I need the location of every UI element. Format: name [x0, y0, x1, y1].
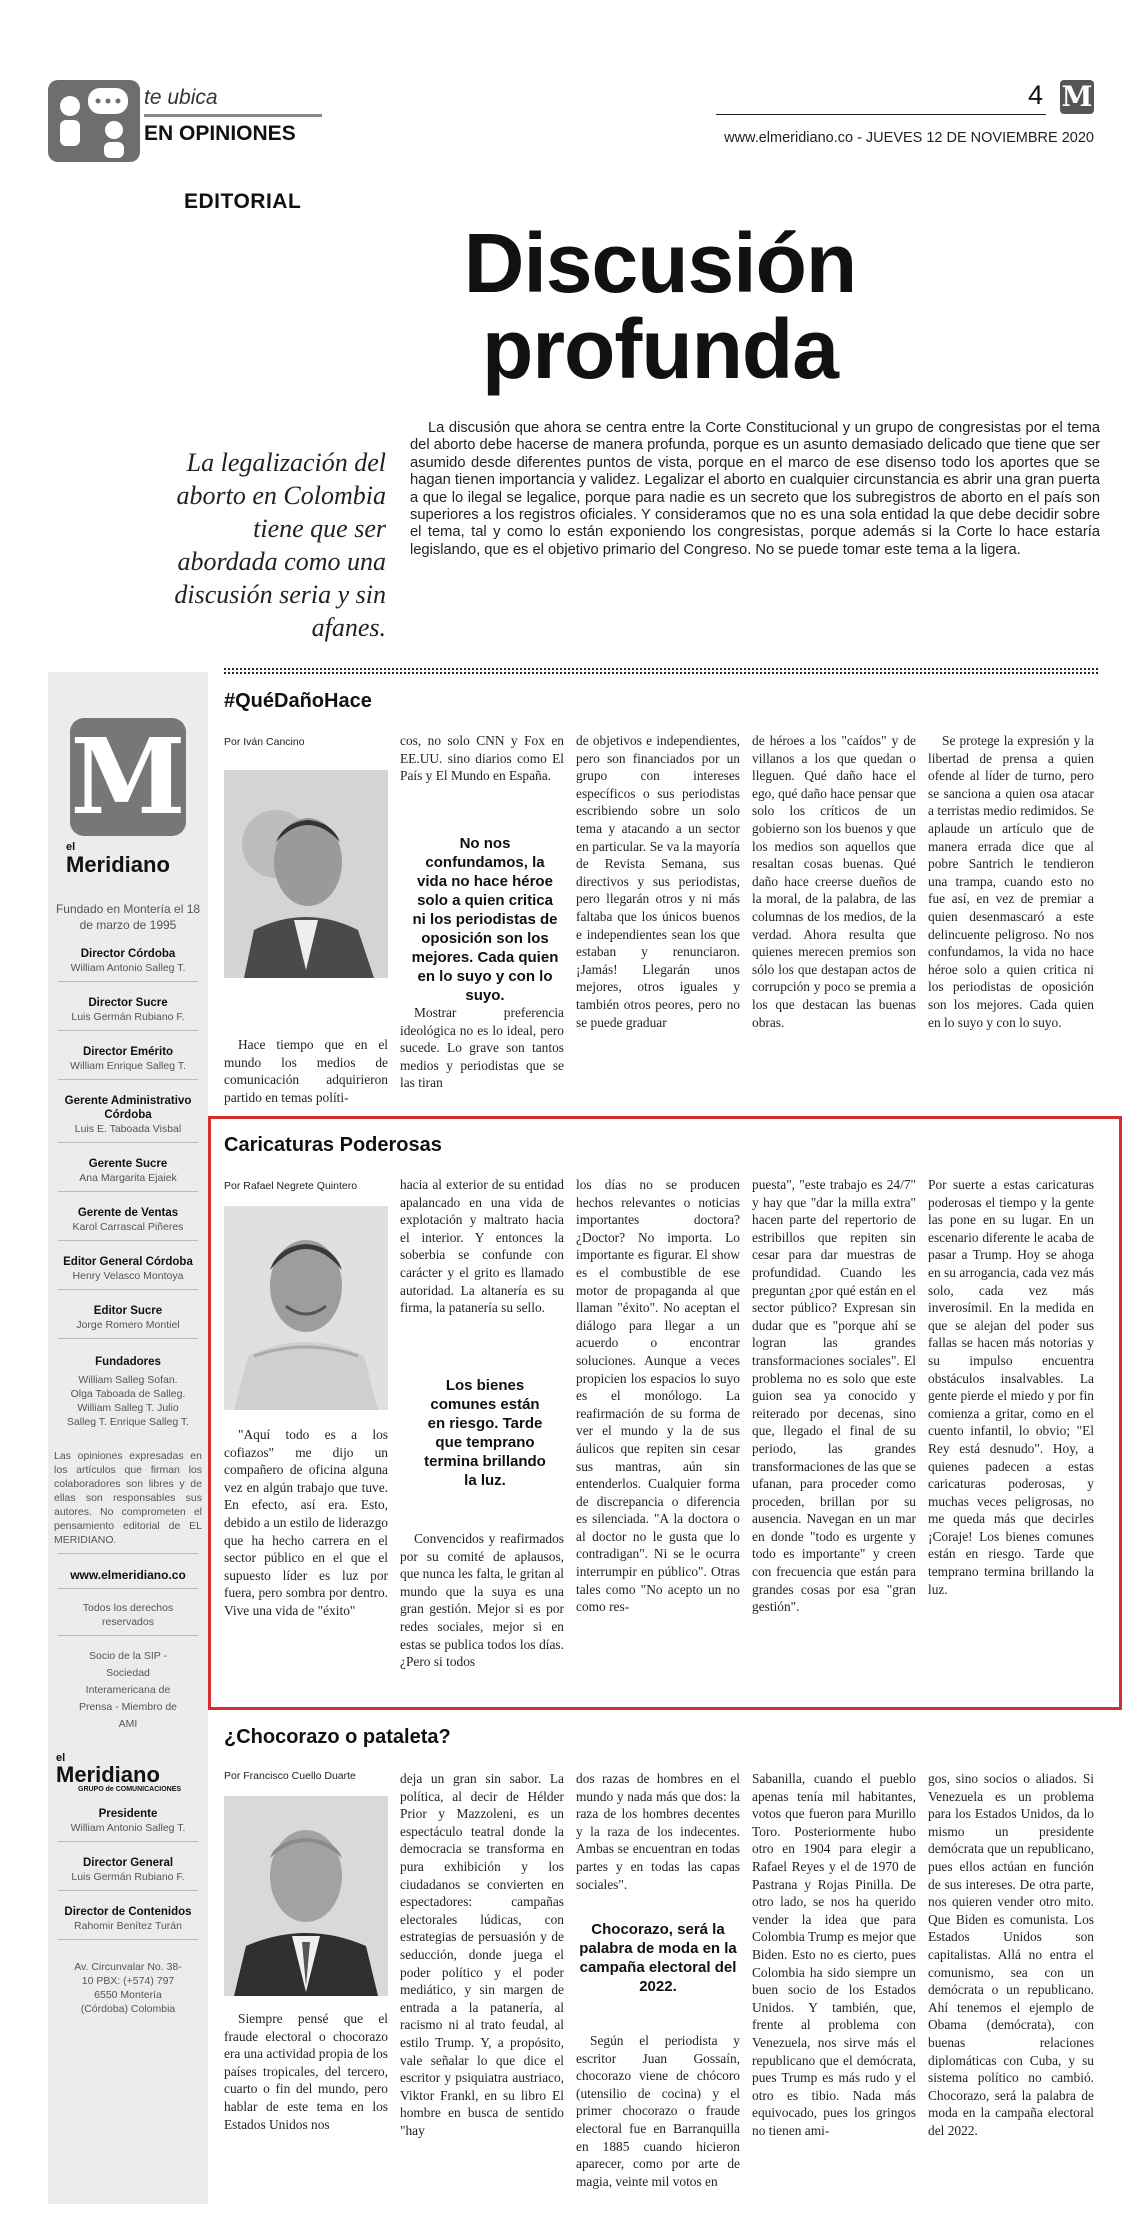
- staff-name: William Antonio Salleg T.: [70, 962, 186, 974]
- article3-col5: [928, 1770, 1094, 2206]
- brand-logo-letter: M: [1061, 80, 1093, 113]
- staff-list: [48, 947, 208, 1339]
- page-number: 4: [1028, 80, 1044, 110]
- article2-col5: [928, 1176, 1094, 1698]
- staff-name: Rahomir Benítez Turán: [74, 1920, 182, 1932]
- staff-title: Presidente: [98, 1808, 158, 1820]
- article1-byline: Por Iván Cancino: [224, 736, 305, 748]
- article3-byline: Por Francisco Cuello Duarte: [224, 1770, 356, 1782]
- masthead-logo-letter: M: [70, 715, 186, 838]
- article2-col3: [576, 1176, 740, 1698]
- article3-col3a-text: dos razas de hombres en el mundo y nada más que dos: la raza de los hombres decentes y la raza de los indecentes. Ambas se encuentran en todas partes y en todas las capas sociales".: [576, 1771, 740, 1892]
- address: Av. Circunvalar No. 38-10 PBX: (+574) 797 6550 Montería (Córdoba) Colombia: [74, 1961, 182, 2015]
- article1-col4: [752, 732, 916, 1130]
- sip-text: Socio de la SIP - Sociedad Interamericana de Prensa - Miembro de AMI: [78, 1650, 178, 1730]
- site-and-date: www.elmeridiano.co - JUEVES 12 DE NOVIEMBRE 2020: [724, 130, 1094, 146]
- article1-col2a: [400, 732, 564, 808]
- staff-title: Director General: [82, 1857, 174, 1869]
- article1-title: #QuéDañoHace: [224, 690, 372, 712]
- article1-col4-text: de héroes a los "caídos" y de villanos a los que quedan o lleguen. Qué daño hace el ego, qué daño hace pensar que solo los críticos de un gobierno son los buenos y que los medios son aquellos que resaltan cosas buenas. Qué daño hace creerse dueños de la moral, de la palabra, de las columnas de los medios, de la verdad. Ahora resulta que quienes merecen premios son sólo los que destapan actos de corrupción y poco se premia a los que destacan las buenas obras.: [752, 733, 916, 1030]
- staff-title: Gerente Sucre: [88, 1158, 168, 1170]
- masthead-logo: [70, 715, 186, 838]
- author-photo-rafael-negrete: [224, 1206, 388, 1410]
- article1-pull-quote: No nos confundamos, la vida no hace héroe solo a quien critica ni los periodistas de oposición son los mejores. Cada quien en lo suyo y con lo suyo.: [411, 835, 559, 1004]
- website[interactable]: www.elmeridiano.co: [70, 1568, 186, 1582]
- top-right-rule: [716, 114, 1046, 115]
- article3-title: ¿Chocorazo o pataleta?: [224, 1726, 451, 1748]
- section-icon: [48, 80, 140, 162]
- staff-name: William Antonio Salleg T.: [70, 1822, 186, 1834]
- staff-title: Editor Sucre: [93, 1305, 163, 1317]
- editorial-label: EDITORIAL: [184, 190, 302, 213]
- staff-name: Luis Germán Rubiano F.: [71, 1871, 185, 1883]
- section-label: EN OPINIONES: [144, 122, 296, 145]
- article2-col5-text: Por suerte a estas caricaturas poderosas el tiempo y la gente las pone en su lugar. En un escenario diferente le acaba de pasar a Trump. Hoy se ahoga en su arrogancia, cada vez más solo, cada vez más inverosímil. En la medida en que se alejan del poder sus fallas se hacen más notorias y su impulso encuentra obstáculos insalvables. La gente pierde el miedo y por fin comienza a gritar, como en el cuento infantil, lo obvio; "El Rey está desnudo". Hoy, a quienes padecen a estas caricaturas poderosas, y muchas veces peligrosas, no me queda más que decirles ¡Coraje! Los bienes comunes están en riesgo. Tarde que temprano termina brillando la luz.: [928, 1177, 1094, 1597]
- staff-name: William Enrique Salleg T.: [70, 1060, 186, 1072]
- brand2-sub: GRUPO de COMUNICACIONES: [78, 1786, 182, 1793]
- staff-title: Director Emérito: [82, 1046, 174, 1058]
- author-photo-ivan-cancino: [224, 770, 388, 978]
- article3-col2-text: deja un gran sin sabor. La política, al decir de Hélder Prior y Mazzoleni, es un espectáculo teatral donde la democracia se transforma en pura exhibición y los ciudadanos se convierten en espectadores: campañas electorales lúdicas, con estrategias de persuasión y de seducción, donde juega el poder político y el poder mediático, y sin margen de entrada a la patanería, al racismo ni al trato feudal, al estilo Trump. Y, a propósito, vale señalar lo que dice el escritor y psiquiatra austriaco, Viktor Frankl, en su libro El hombre en busca de sentido "hay: [400, 1771, 564, 2138]
- staff-name: Luis E. Taboada Visbal: [74, 1123, 182, 1135]
- headline-line-2: profunda: [482, 302, 838, 396]
- brand-name: Meridiano: [66, 852, 170, 877]
- article2-col4-text: puesta", "este trabajo es 24/7" y hay que "dar la milla extra" hacen parte del repertorio de estribillos que repiten sin cesar para dar muestras de profundidad. Cuando les preguntan ¿por qué están en el sector público? Expresan sin dudar que es "porque ahí se logran las grandes transformaciones sociales". El problema no es solo que este guion sea ya conocido y reiterado por decenas, sino que, llegado el final de su periodo, las grandes transformaciones de las que se ufanan, para proceder como proceden, brillan por su ausencia. Navegan en un mar en donde "todo es urgente y todo es importante" y creen con frecuencia que están para grandes cosas por esa "gran gestión".: [752, 1177, 916, 1615]
- article1-col2b-text: Mostrar preferencia ideológica no es lo ideal, pero sucede. Lo grave son tantos medios y periodistas que se las tiran: [400, 1005, 564, 1091]
- article1-col2a-text: cos, no solo CNN y Fox en EE.UU. sino diarios como El País y El Mundo en España.: [400, 733, 564, 784]
- article3-col5-text: gos, sino socios o aliados. Si Venezuela es un problema para los Estados Unidos, da lo mismo un presidente demócrata que un republicano, pues ellos actúan en función de sus intereses. De otra parte, nos quieren vender otro mito. Que Biden es comunista. Los Estados Unidos son capitalistas. Allá no entra el comunismo, sea con un demócrata o un republicano. Ahí tenemos el ejemplo de Obama (demócrata), con buenas relaciones diplomáticas con Cuba, y su sistema político no cambió. Chocorazo, será la palabra de moda en la campaña electoral del 2022.: [928, 1771, 1094, 2138]
- article2-col2b-text: Convencidos y reafirmados por su comité de aplausos, que nunca les falta, le gritan al mundo que la suya es una gran gestión. Mejor si es por redes sociales, mejor si en estas se publica todos los días. ¿Pero si todos: [400, 1531, 564, 1670]
- headline-line-1: Discusión: [463, 216, 857, 310]
- article3-col3b: [576, 2032, 740, 2206]
- staff-name: Henry Velasco Montoya: [72, 1270, 184, 1282]
- header-rule: [144, 114, 322, 117]
- editorial-deck: La legalización del aborto en Colombia tiene que ser abordada como una discusión seria y sin afanes.: [174, 448, 386, 642]
- dotted-separator: [224, 668, 1098, 674]
- article2-col3-text: los días no se producen hechos relevantes o noticias importantes doctora? ¿Doctor? No importa. Lo importante es figurar. El show es el combustible de ese motor de propaganda al que llaman "éxito". No aceptan el diálogo para llegar a un acuerdo o encontrar soluciones. Aunque a veces propicien los espacios lo suyo es el monólogo. La reafirmación de su forma de ver el mundo y la de sus áulicos que repiten sin cesar sus mantras, aún sin entenderlos. Cualquier forma de discrepancia o diferencia es silenciada. "A la doctora o al doctor no le gusta que lo contradigan". Ni se le ocurra interrumpir en público". Otras tales como "No acepto un no como res-: [576, 1177, 740, 1615]
- article1-col5-text: Se protege la expresión y la libertad de prensa a quien ofende al líder de turno, pero se sanciona a quien osa atacar a terristas medio redimidos. Se aplaude un artículo que de manera errada dice que al pobre Santrich le tendieron una trampa, cuando esto no fue así, en vez de premiar a quien desenmascaró a este delincuente peligroso. No nos confundamos, la vida no hace héroe solo a quien critica ni los periodistas de oposición son los mejores. Cada quien en lo suyo y con lo suyo.: [928, 733, 1094, 1030]
- brand-logo-icon: [1060, 80, 1094, 114]
- article2-byline: Por Rafael Negrete Quintero: [224, 1180, 358, 1192]
- brand-small: el: [66, 841, 76, 853]
- editorial-headline: [360, 216, 960, 396]
- article3-col1-text: Siempre pensé que el fraude electoral o chocorazo era una actividad propia de los países tropicales, del tercero, cuarto o fin del mundo, pero hablar de este tema en los Estados Unidos nos: [224, 2011, 388, 2132]
- staff-name: Luis Germán Rubiano F.: [71, 1011, 185, 1023]
- article1-col3: [576, 732, 740, 1130]
- te-ubica-label: te ubica: [144, 86, 218, 109]
- founded-text: Fundado en Montería el 18 de marzo de 1995: [55, 902, 201, 932]
- founders-title: Fundadores: [95, 1356, 161, 1368]
- article3-col2: [400, 1770, 564, 2206]
- article3-pull-quote: Chocorazo, será la palabra de moda en la campaña electoral del 2022.: [579, 1921, 737, 1995]
- staff-title: Director de Contenidos: [64, 1906, 192, 1918]
- staff-name: Karol Carrascal Piñeres: [72, 1221, 184, 1233]
- article2-col1: [224, 1426, 388, 1698]
- staff-title: Editor General Córdoba: [63, 1256, 193, 1268]
- article2-col2a: [400, 1176, 564, 1358]
- staff-title: Gerente de Ventas: [77, 1207, 179, 1219]
- article3-col4: [752, 1770, 916, 2206]
- article1-col3-text: de objetivos e independientes, pero son financiados por un grupo con intereses específicos o sus periodistas escribiendo sobre un solo tema y atacando a un sector en particular. Se va la mayoría de Revista Semana, sus directivos y sus periodistas, pero llegarán otros y ni más faltaba que los únicos buenos e independientes sean los que estaban y renunciaron. ¡Jamás! Llegarán unos mejores, otros iguales y también otros peores, pero no se puede graduar: [576, 733, 740, 1030]
- article3-col3a: [576, 1770, 740, 1896]
- staff-title: Director Sucre: [88, 997, 168, 1009]
- article3-col1: [224, 2010, 388, 2206]
- article2-col2b: [400, 1530, 564, 1698]
- staff-title: Director Córdoba: [80, 948, 176, 960]
- article2-col4: [752, 1176, 916, 1698]
- editorial-body: La discusión que ahora se centra entre la Corte Constitucional y un grupo de congresistas por el tema del aborto debe hacerse de manera profunda, porque es un asunto demasiado delicado que tiene que ser asumido desde diferentes puntos de vista, porque en el marco de ese disenso todo los aportes que se hagan tienen importancia y validez. Legalizar el aborto en cualquier circunstancia es abrir una gran puerta a que lo ilegal se legalice, porque para nadie es un secreto que los subregistros de aborto en el país son superiores a los registros oficiales. Y consideramos que no es una sola entidad la que debe decidir sobre el tema, tal y como lo están exponiendo los congresistas, porque además si la Corte lo hace estaría legislando, que es el objetivo primario del Congreso. No se puede tomar este tema a la ligera.: [410, 420, 1100, 558]
- article1-col5: [928, 732, 1094, 1130]
- staff-name: Jorge Romero Montiel: [76, 1319, 180, 1331]
- article2-title: Caricaturas Poderosas: [224, 1134, 442, 1156]
- staff-list-2: [48, 1807, 208, 1940]
- disclaimer: Las opiniones expresadas en los artículos que firman los colaboradores son libres y de ellas son responsables sus autores. No comprometen el pensamiento editorial de EL MERIDIANO.: [54, 1450, 202, 1546]
- author-photo-francisco-cuello: [224, 1796, 388, 1996]
- article3-col3b-text: Según el periodista y escritor Juan Gossaín, chocorazo viene de chócoro (utensilio de cocina) y el primer chocorazo o fraude electoral fue en Barranquilla en 1885 cuando hicieron aparecer, como por arte de magia, veinte mil votos en: [576, 2033, 740, 2189]
- article1-col2b: [400, 1004, 564, 1130]
- article2-col1-text: "Aquí todo es a los cofiazos" me dijo un compañero de oficina alguna vez en algún trabajo que tuve. En efecto, así era. Esto, debido a un estilo de liderazgo que ha hecho carrera en el sector público en el que el supuesto líder es luz por fuera, pero sombra por dentro. Vive una vida de "éxito": [224, 1427, 388, 1618]
- brand2-name: Meridiano: [56, 1762, 160, 1787]
- article2-pull-quote: Los bienes comunes están en riesgo. Tarde que temprano termina brillando la luz.: [424, 1377, 546, 1489]
- masthead-sidebar: [48, 672, 208, 2204]
- staff-name: Ana Margarita Ejaiek: [79, 1172, 177, 1184]
- staff-title: Gerente Administrativo Córdoba: [64, 1095, 192, 1121]
- brand2-small: el: [56, 1752, 66, 1764]
- article2-col2a-text: hacia al exterior de su entidad apalancado en una vida de explotación y maltrato hacia el interior. Y entonces la soberbia se confunde con carácter y el grito es llamado autoridad. La altanería es su firma, la patanería su sello.: [400, 1177, 564, 1316]
- article3-col4-text: Sabanilla, cuando el pueblo apenas tenía mil habitantes, votos que fueron para Murillo Toro. Posteriormente hubo otro en 1904 para elegir a Rafael Reyes y el de 1970 de Pastrana y Rojas Pinilla. De otro lado, se nos ha querido vender la idea que para Colombia Trump es mejor que Biden. Esto no es cierto, pues Colombia ha sido siempre un buen socio de los Estados Unidos. Y también, que, frente al problema con Venezuela, nos sirve más el republicano que el demócrata, pues Trump es más rudo y el otro es tibio. Nada más equivocado, pues los gringos no tienen ami-: [752, 1771, 916, 2138]
- rights-text: Todos los derechos reservados: [82, 1602, 174, 1628]
- founders-list: William Salleg Sofan. Olga Taboada de Salleg. William Salleg T. Julio Salleg T. Enrique Salleg T.: [66, 1374, 190, 1428]
- article1-col1-text: Hace tiempo que en el mundo los medios de comunicación adquirieron partido en temas políti-: [224, 1037, 388, 1105]
